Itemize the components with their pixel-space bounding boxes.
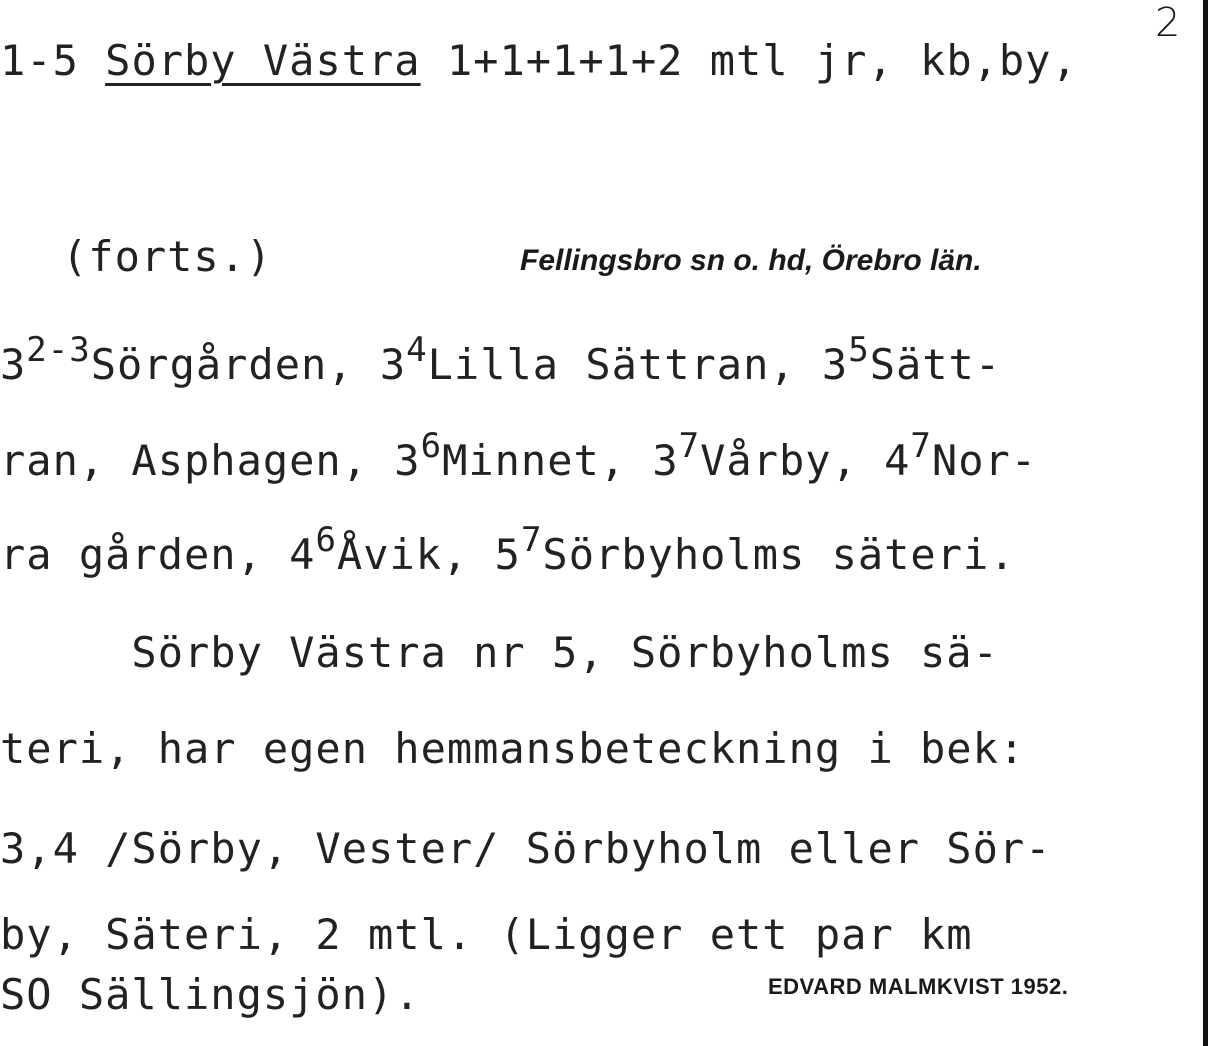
- parish-stamp: Fellingsbro sn o. hd, Örebro län.: [520, 244, 982, 277]
- author-signature: EDVARD MALMKVIST 1952.: [768, 974, 1069, 999]
- list-text: Åvik, 5: [336, 530, 521, 579]
- card-right-edge: [1203, 0, 1208, 1046]
- superscript-number: 6: [315, 520, 337, 560]
- heading-rest: 1+1+1+1+2 mtl jr, kb,by,: [446, 36, 1078, 85]
- superscript-number: 2-3: [26, 330, 91, 370]
- superscript-number: 7: [910, 426, 932, 466]
- list-text: Lilla Sättran, 3: [427, 340, 849, 389]
- list-line: [0, 520, 1016, 580]
- list-text: Vårby, 4: [700, 436, 911, 485]
- list-text: Sörbyholms säteri.: [542, 530, 1016, 579]
- continuation-label: (forts.): [62, 232, 273, 281]
- list-line: [0, 330, 1002, 390]
- list-line: [0, 426, 1038, 486]
- heading-line: [0, 36, 1078, 86]
- superscript-number: 6: [420, 426, 443, 466]
- page-number: 2: [1155, 0, 1181, 46]
- superscript-number: 4: [406, 330, 428, 370]
- heading-place: Sörby Västra: [105, 36, 421, 85]
- body-line: by, Säteri, 2 mtl. (Ligger ett par km: [0, 910, 973, 959]
- list-text: 3: [0, 340, 27, 389]
- list-text: Minnet, 3: [442, 436, 679, 485]
- body-line: teri, har egen hemmansbeteckning i bek:: [0, 724, 1026, 773]
- list-text: Nor-: [931, 436, 1038, 485]
- list-text: ra gården, 4: [0, 530, 316, 579]
- body-line: SO Sällingsjön).: [0, 970, 421, 1019]
- list-text: Sätt-: [869, 340, 1002, 389]
- superscript-number: 7: [678, 426, 701, 466]
- body-line: Sörby Västra nr 5, Sörbyholms sä-: [0, 628, 999, 677]
- body-line: 3,4 /Sörby, Vester/ Sörbyholm eller Sör-: [0, 824, 1052, 873]
- superscript-number: 5: [848, 330, 870, 370]
- superscript-number: 7: [520, 520, 543, 560]
- list-text: ran, Asphagen, 3: [0, 436, 421, 485]
- heading-range: 1-5: [0, 36, 79, 85]
- list-text: Sörgården, 3: [90, 340, 407, 389]
